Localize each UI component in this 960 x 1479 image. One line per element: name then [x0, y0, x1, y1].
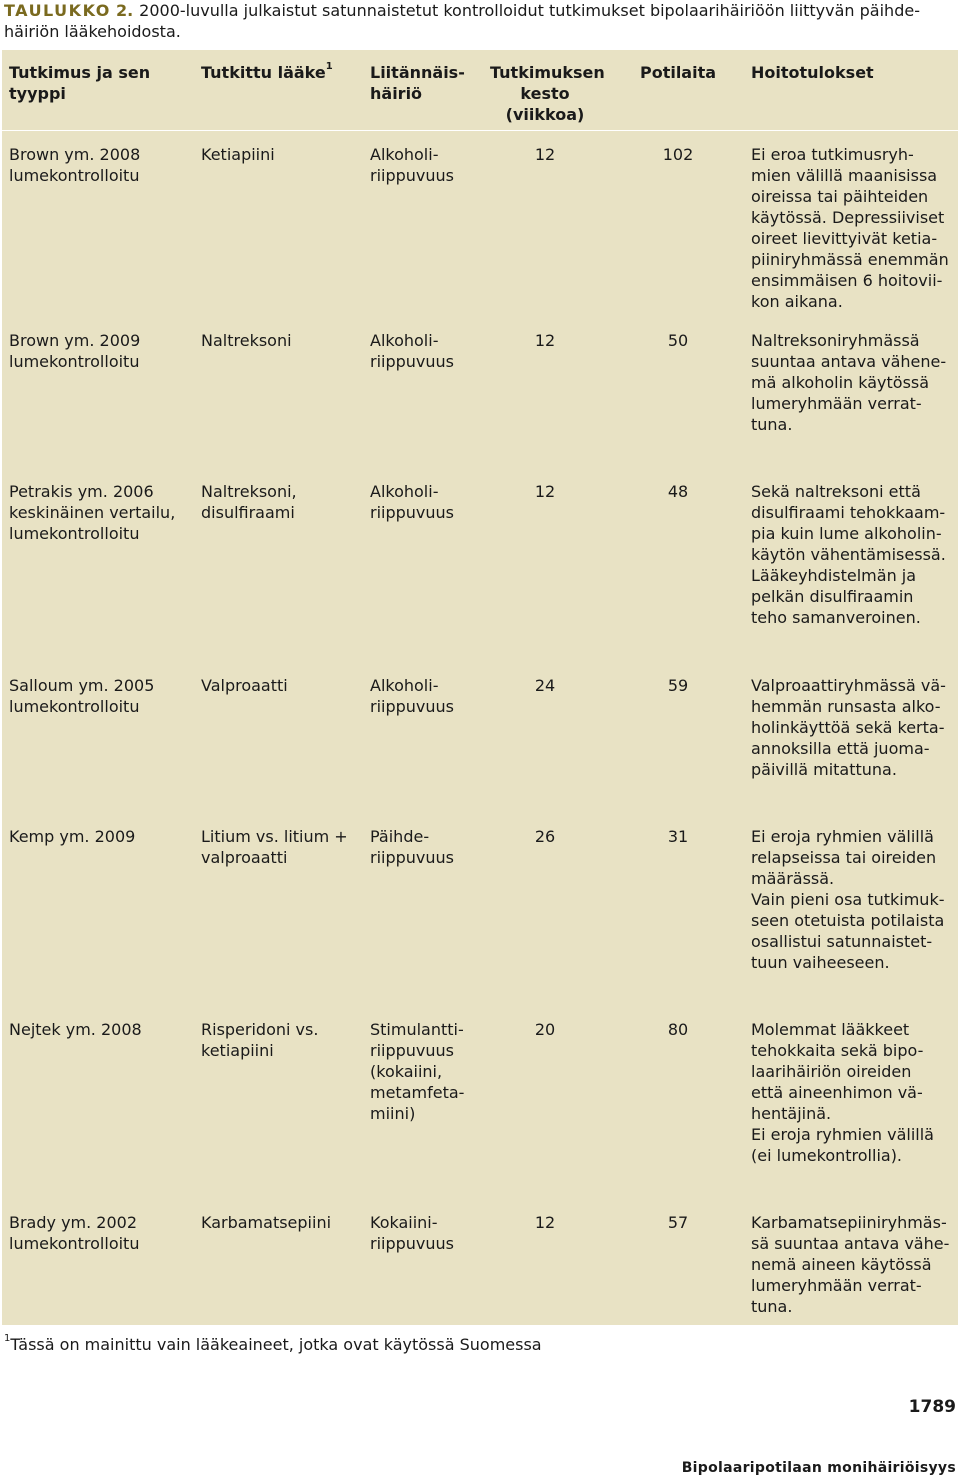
cell-results: Valproaattiryhmässä vä- hemmän runsasta alko- holinkäyttöä sekä kerta- annoksilla että juoma- päivillä mitattuna.: [751, 676, 946, 779]
table-number: 2.: [115, 1, 134, 20]
footnote-text: Tässä on mainittu vain lääkeaineet, jotka ovat käytössä Suomessa: [10, 1335, 542, 1354]
page-number: 1789: [908, 1397, 956, 1417]
header-disorder: Liitännäis- häiriö: [370, 63, 465, 103]
data-table: [2, 50, 958, 1325]
cell-duration: 12: [534, 331, 556, 350]
cell-patients: 57: [667, 1213, 689, 1232]
cell-study: Brady ym. 2002 lumekontrolloitu: [9, 1213, 140, 1253]
header-duration: Tutkimuksen kesto (viikkoa): [490, 63, 605, 124]
cell-study: Kemp ym. 2009: [9, 827, 136, 846]
table-label: TAULUKKO: [4, 1, 111, 20]
header-drug: [201, 62, 366, 83]
cell-study: Brown ym. 2008 lumekontrolloitu: [9, 145, 141, 185]
cell-results: Molemmat lääkkeet tehokkaita sekä bipo- laarihäiriön oireiden että aineenhimon vä- hentäjinä. Ei eroja ryhmien välillä (ei lumekontrollia).: [751, 1020, 934, 1165]
cell-results: Naltreksoniryhmässä suuntaa antava vähene- mä alkoholin käytössä lumeryhmään verrat- tuna.: [751, 331, 947, 434]
table-header: [2, 50, 958, 131]
cell-duration: 12: [534, 145, 556, 164]
cell-study: Salloum ym. 2005 lumekontrolloitu: [9, 676, 155, 716]
cell-study: Brown ym. 2009 lumekontrolloitu: [9, 331, 141, 371]
cell-disorder: Kokaiini- riippuvuus: [370, 1213, 455, 1253]
cell-patients: 59: [667, 676, 689, 695]
cell-drug: Karbamatsepiini: [201, 1213, 332, 1232]
cell-disorder: Alkoholi- riippuvuus: [370, 331, 455, 371]
cell-duration: 24: [534, 676, 556, 695]
table-footnote: [4, 1334, 542, 1355]
running-footer: Bipolaaripotilaan monihäiriöisyys: [681, 1460, 956, 1476]
cell-patients: 48: [667, 482, 689, 501]
cell-patients: 80: [667, 1020, 689, 1039]
cell-results: Sekä naltreksoni että disulfiraami tehokkaam- pia kuin lume alkoholin- käytön vähentämisessä. Lääkeyhdistelmän ja pelkän disulfiraamin teho samanveroinen.: [751, 482, 946, 627]
cell-study: Nejtek ym. 2008: [9, 1020, 142, 1039]
cell-disorder: Stimulantti- riippuvuus (kokaiini, metamfeta- miini): [370, 1020, 465, 1123]
cell-duration: 26: [534, 827, 556, 846]
table-caption: [4, 0, 954, 42]
header-patients: Potilaita: [639, 63, 717, 82]
cell-results: Karbamatsepiiniryhmäs- sä suuntaa antava vähe- nemä aineen käytössä lumeryhmään verrat- tuna.: [751, 1213, 950, 1316]
cell-patients: 31: [667, 827, 689, 846]
cell-patients: 102: [662, 145, 694, 164]
cell-drug: Ketiapiini: [201, 145, 275, 164]
cell-duration: 12: [534, 1213, 556, 1232]
cell-patients: 50: [667, 331, 689, 350]
cell-drug: Valproaatti: [201, 676, 288, 695]
header-drug-footnote-mark: 1: [325, 61, 333, 72]
cell-drug: Naltreksoni: [201, 331, 292, 350]
cell-duration: 12: [534, 482, 556, 501]
cell-duration: 20: [534, 1020, 556, 1039]
cell-disorder: Päihde- riippuvuus: [370, 827, 455, 867]
header-study: Tutkimus ja sen tyyppi: [9, 63, 151, 103]
footnote-mark: 1: [4, 1333, 11, 1344]
cell-study: Petrakis ym. 2006 keskinäinen vertailu, lumekontrolloitu: [9, 482, 176, 543]
header-results: Hoitotulokset: [751, 63, 874, 82]
cell-drug: Risperidoni vs. ketiapiini: [201, 1020, 319, 1060]
cell-results: Ei eroja ryhmien välillä relapseissa tai oireiden määrässä. Vain pieni osa tutkimuk- seen otetuista potilaista osallistui satunnaistet- tuun vaiheeseen.: [751, 827, 945, 972]
cell-disorder: Alkoholi- riippuvuus: [370, 482, 455, 522]
cell-drug: Naltreksoni, disulfiraami: [201, 482, 297, 522]
cell-disorder: Alkoholi- riippuvuus: [370, 676, 455, 716]
cell-disorder: Alkoholi- riippuvuus: [370, 145, 455, 185]
cell-results: Ei eroa tutkimusryh- mien välillä maanisissa oireissa tai päihteiden käytössä. Depressiiviset oireet lievittyivät ketia- piiniryhmässä enemmän ensimmäisen 6 hoitovii- kon aikana.: [751, 145, 949, 311]
table-title: 2000-luvulla julkaistut satunnaistetut kontrolloidut tutkimukset bipolaarihäiriöön liittyvän päihde-häiriön lääkehoidosta.: [4, 1, 920, 41]
header-drug-label: Tutkittu lääke: [201, 63, 326, 82]
cell-drug: Litium vs. litium + valproaatti: [201, 827, 348, 867]
